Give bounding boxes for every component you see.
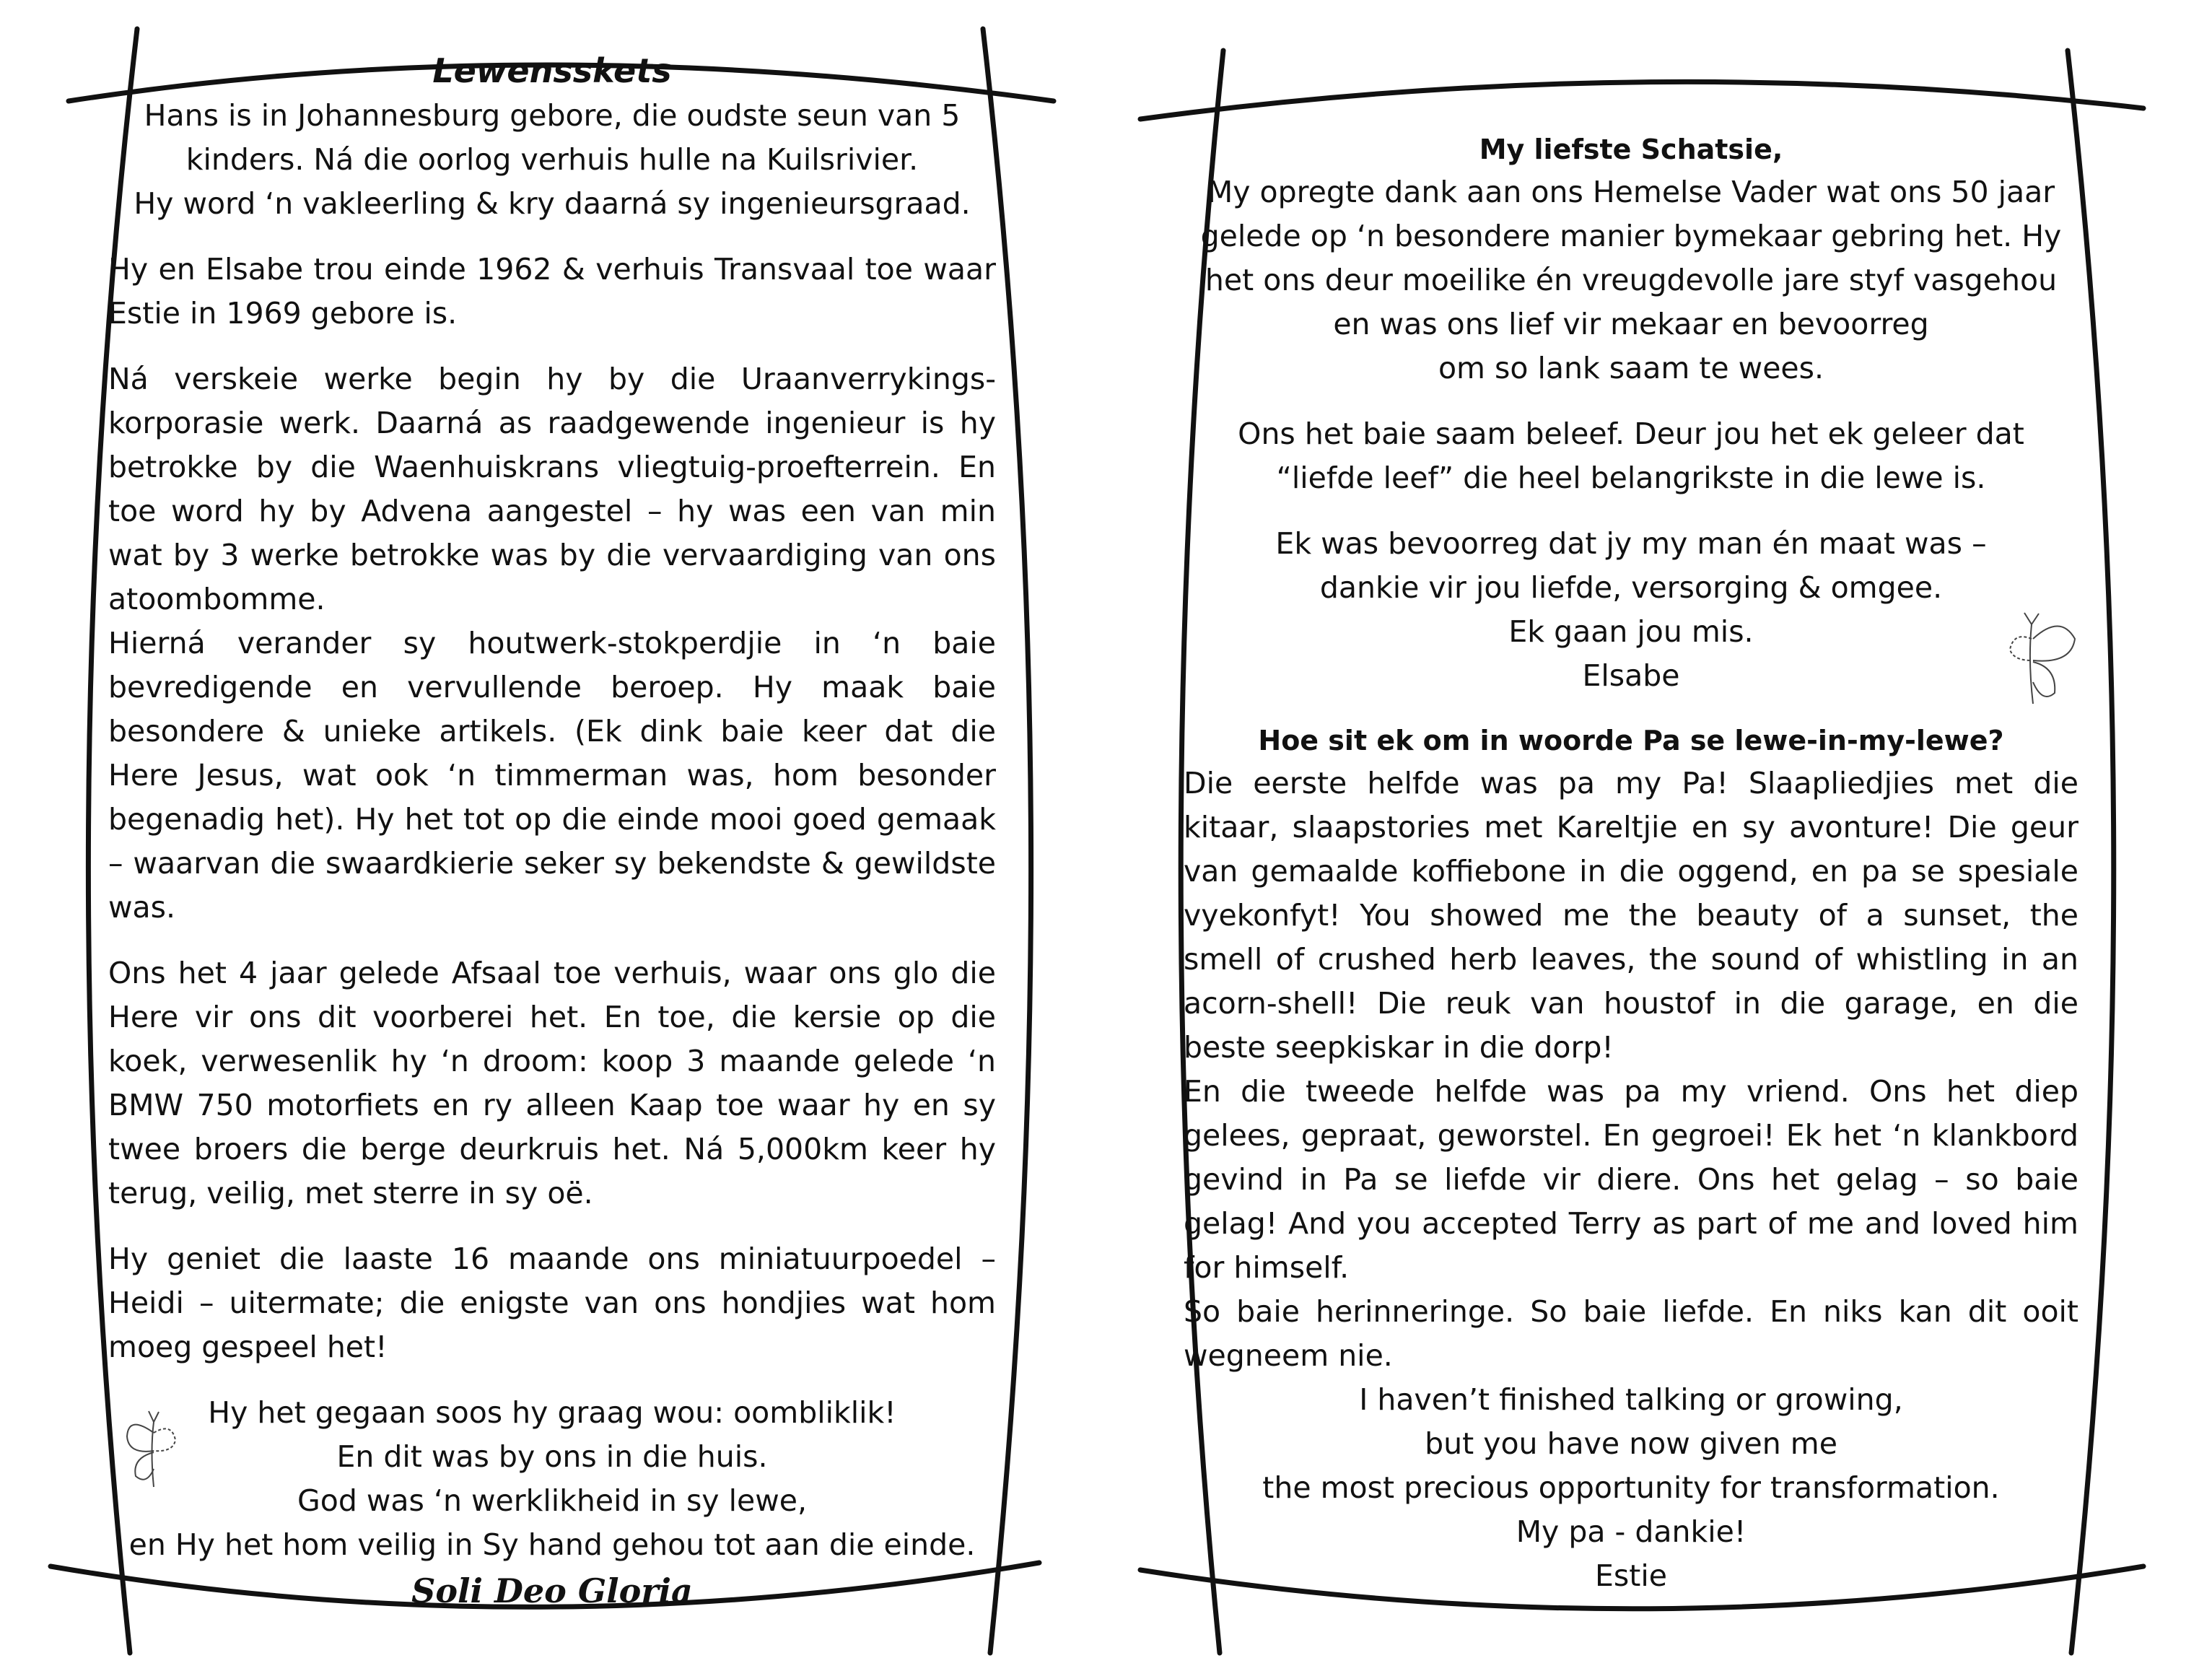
tribute-closing-line: the most precious opportunity for transformation. — [1262, 1470, 2000, 1505]
tribute-paragraph: So baie herinneringe. So baie liefde. En niks kan dit ooit wegneem nie. — [1184, 1294, 2078, 1373]
letter-signature: Elsabe — [1582, 658, 1680, 693]
poem-line: God was ‘n werklikheid in sy lewe, — [297, 1483, 808, 1518]
letter-line: Ek was bevoorreg dat jy my man én maat was – — [1275, 526, 1987, 561]
page-title: Lewensskets — [432, 51, 672, 90]
letter-line: dankie vir jou liefde, versorging & omgee. — [1319, 570, 1943, 605]
letter-line: gelede op ‘n besondere manier bymekaar gebring het. Hy — [1200, 219, 2062, 253]
letter-line: “liefde leef” die heel belangrikste in die lewe is. — [1276, 461, 1986, 495]
tribute-heading: Hoe sit ek om in woorde Pa se lewe-in-my-lewe? — [1258, 725, 2004, 756]
tribute-paragraph: Die eerste helfde was pa my Pa! Slaapliedjies met die kitaar, slaapstories met Kareltjie en sy avonture! Die geur van gemaalde koffiebone in die oggend, en pa se spesiale vyekonfyt! You showed me the beauty of a sunset, the smell of crushed herb leaves, the sound of whistling in an acorn-shell! Die reuk van houstof in die garage, en die beste seepkiskar in die dorp! — [1184, 766, 2078, 1065]
right-frame-top — [1140, 82, 2143, 119]
tribute-closing-line: My pa - dankie! — [1516, 1514, 1747, 1549]
right-panel — [1184, 128, 2078, 1630]
biography-paragraph: Hy geniet die laaste 16 maande ons miniatuurpoedel – Heidi – uitermate; die enigste van ons hondjies wat hom moeg gespeel het! — [108, 1242, 996, 1364]
letter-line: het ons deur moeilike én vreugdevolle jare styf vasgehou — [1205, 263, 2058, 297]
tribute-closing-line: but you have now given me — [1425, 1426, 1837, 1461]
letter-line: Ek gaan jou mis. — [1508, 614, 1754, 649]
letter-line: My opregte dank aan ons Hemelse Vader wat ons 50 jaar — [1207, 175, 2055, 209]
intro-line: Hans is in Johannesburg gebore, die oudste seun van 5 — [144, 98, 961, 133]
biography-paragraph: Hierná verander sy houtwerk-stokperdjie in ‘n baie bevredigende en vervullende beroep. Hy maak baie besondere & unieke artikels. (Ek dink baie keer dat die Here Jesus, wat ook ‘n timmerman was, hom besonder begenadig het). Hy het tot op die einde mooi goed gemaak – waarvan die swaardkierie seker sy bekendste & gewildste was. — [108, 626, 996, 925]
poem-line: Hy het gegaan soos hy graag wou: oombliklik! — [208, 1395, 896, 1430]
intro-line: kinders. Ná die oorlog verhuis hulle na Kuilsrivier. — [185, 142, 919, 177]
intro-line: Hy word ‘n vakleerling & kry daarná sy ingenieursgraad. — [134, 186, 971, 221]
tribute-signature: Estie — [1595, 1558, 1667, 1593]
letter-heading: My liefste Schatsie, — [1479, 134, 1783, 165]
letter-line: om so lank saam te wees. — [1438, 351, 1824, 385]
biography-paragraph: Ná verskeie werke begin hy by die Uraanverrykings-korporasie werk. Daarná as raadgewende ingenieur is hy betrokke by die Waenhuiskrans vliegtuig-proefterrein. En toe word hy by Advena aangestel – hy was een van min wat by 3 werke betrokke was by die vervaardiging van ons atoombomme. — [108, 362, 996, 616]
tribute-paragraph: En die tweede helfde was pa my vriend. Ons het diep gelees, gepraat, geworstel. En gegroei! Ek het ‘n klankbord gevind in Pa se liefde vir diere. Ons het gelag – so baie gelag! And you accepted Terry as part of me and loved him for himself. — [1184, 1074, 2078, 1285]
closing-motto: Soli Deo Gloria — [411, 1571, 693, 1610]
letter-line: Ons het baie saam beleef. Deur jou het ek geleer dat — [1238, 416, 2024, 451]
poem-line: en Hy het hom veilig in Sy hand gehou tot aan die einde. — [128, 1527, 976, 1562]
biography-paragraph: Hy en Elsabe trou einde 1962 & verhuis Transvaal toe waar Estie in 1969 gebore is. — [108, 252, 996, 331]
letter-line: en was ons lief vir mekaar en bevoorreg — [1333, 307, 1929, 341]
left-panel — [108, 48, 996, 1636]
poem-line: En dit was by ons in die huis. — [336, 1439, 768, 1474]
biography-paragraph: Ons het 4 jaar gelede Afsaal toe verhuis, waar ons glo die Here vir ons dit voorberei het. En toe, die kersie op die koek, verwesenlik hy ‘n droom: koop 3 maande gelede ‘n BMW 750 motorfiets en ry alleen Kaap toe waar hy en sy twee broers die berge deurkruis het. Ná 5,000km keer hy terug, veilig, met sterre in sy oë. — [108, 956, 996, 1210]
tribute-closing-line: I haven’t finished talking or growing, — [1359, 1382, 1903, 1417]
